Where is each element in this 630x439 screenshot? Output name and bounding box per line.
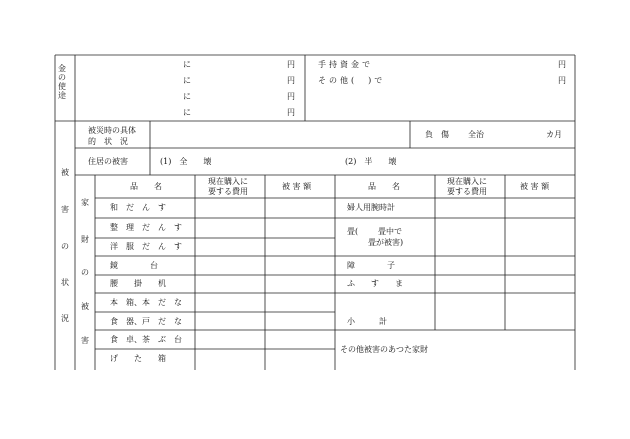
- header-item-left: 品 名: [130, 182, 162, 191]
- header-amount-right: 被 害 額: [520, 182, 550, 191]
- full-cure-label: 全治: [468, 130, 484, 139]
- header-cost-left-2: 要する費用: [208, 187, 248, 196]
- usage-label: 金の使途: [58, 64, 66, 100]
- left-item-9: げ た 箱: [110, 354, 166, 363]
- household-label-1: 家: [81, 198, 89, 207]
- left-item-1: 和 だ ん す: [110, 203, 166, 212]
- header-item-right: 品 名: [368, 182, 400, 191]
- left-item-7: 食 器、戸 だ な: [110, 317, 182, 326]
- usage-other-yen: 円: [558, 76, 566, 85]
- usage-yen-1: 円: [287, 60, 295, 69]
- household-label-3: の: [81, 268, 89, 277]
- housing-label: 住居の被害: [88, 157, 128, 166]
- injury-label: 負 傷: [425, 130, 449, 139]
- usage-own-funds-label: 手持資金で: [318, 60, 373, 69]
- header-cost-right-2: 要する費用: [447, 187, 487, 196]
- left-item-8: 食 卓、茶 ぶ 台: [110, 335, 182, 344]
- usage-yen-4: 円: [287, 108, 295, 117]
- damage-label-1: 被: [61, 168, 69, 177]
- damage-label-3: の: [61, 242, 69, 251]
- right-item-3: 障 子: [347, 261, 395, 270]
- usage-yen-2: 円: [287, 76, 295, 85]
- header-cost-right-1: 現在購入に: [447, 177, 487, 186]
- housing-option-1: (1) 全 壊: [160, 157, 212, 166]
- damage-label-5: 況: [61, 314, 69, 323]
- housing-option-2: (2) 半 壊: [345, 157, 397, 166]
- damage-label-2: 害: [61, 205, 69, 214]
- household-label-2: 財: [81, 235, 89, 244]
- header-cost-left-1: 現在購入に: [208, 177, 248, 186]
- left-item-6: 本 箱、本 だ な: [110, 298, 182, 307]
- usage-ni-1a: に: [183, 60, 191, 69]
- right-item-4: ふ す ま: [347, 279, 403, 288]
- left-item-2: 整 理 だ ん す: [110, 223, 182, 232]
- usage-yen-3: 円: [287, 92, 295, 101]
- situation-label-2: 的 状 況: [88, 137, 128, 146]
- usage-ni-3a: に: [183, 92, 191, 101]
- left-item-5: 腰 掛 机: [110, 279, 166, 288]
- months-label: カ月: [546, 130, 562, 139]
- left-item-3: 洋 服 だ ん す: [110, 242, 182, 251]
- tatami-note-2: 畳が被害): [368, 238, 404, 247]
- usage-ni-2a: に: [183, 76, 191, 85]
- tatami-note-1: 畳中で: [378, 227, 402, 236]
- household-label-4: 被: [81, 302, 89, 311]
- right-item-2: 畳(: [347, 227, 359, 236]
- header-amount-left: 被 害 額: [282, 182, 312, 191]
- damage-label-4: 状: [61, 278, 69, 287]
- right-item-1: 婦人用腕時計: [347, 203, 395, 212]
- household-label-5: 害: [81, 336, 89, 345]
- other-household-label: その他被害のあつた家財: [340, 345, 428, 354]
- usage-ni-4a: に: [183, 108, 191, 117]
- right-item-6: 小 計: [347, 317, 387, 326]
- left-item-4: 鏡 台: [110, 261, 158, 270]
- usage-own-funds-yen: 円: [558, 60, 566, 69]
- usage-other-label: その他( )で: [318, 76, 386, 85]
- situation-label-1: 被災時の具体: [88, 126, 136, 135]
